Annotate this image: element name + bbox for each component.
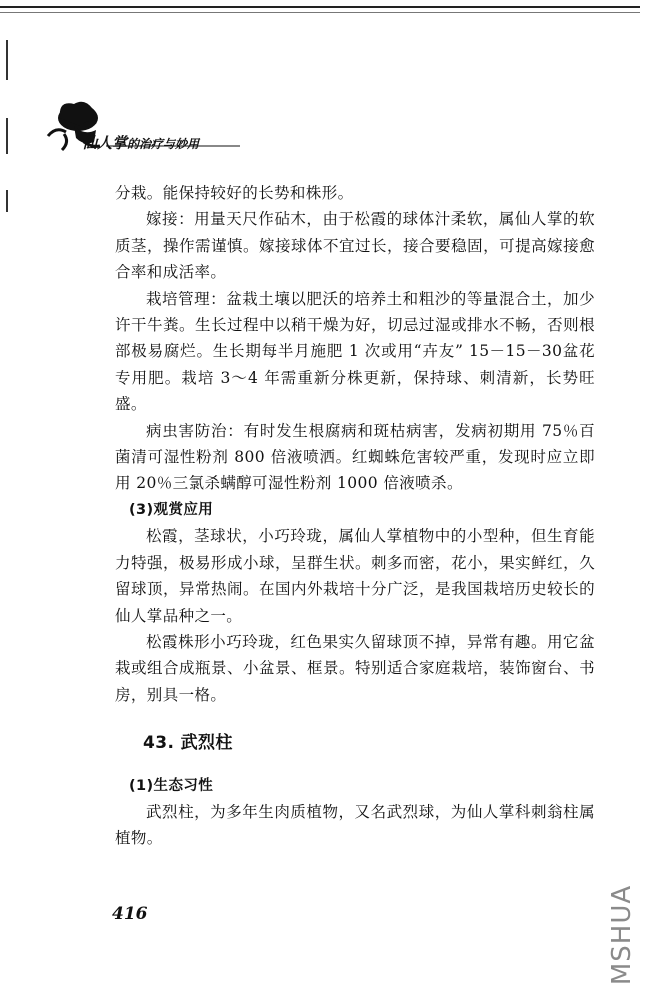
margin-mark — [6, 118, 8, 154]
top-rule — [0, 6, 640, 8]
paragraph: 嫁接：用量天尺作砧木，由于松霞的球体汁柔软，属仙人掌的软质茎，操作需谨慎。嫁接球体不宜过长，接合要稳固，可提高嫁接愈合率和成活率。 — [115, 210, 595, 282]
section-heading: 43. 武烈柱 — [143, 733, 233, 754]
paragraph: 分栽。能保持较好的长势和株形。 — [115, 184, 354, 202]
page-number: 416 — [112, 904, 148, 924]
paragraph: 栽培管理：盆栽土壤以肥沃的培养土和粗沙的等量混合土，加少许干牛粪。生长过程中以稍干燥为好，切忌过湿或排水不畅，否则根部极易腐烂。生长期每半月施肥 1 次或用“卉友” 15－15－30盆花专用肥。栽培 3～4 年需重新分株更新，保持球、刺清新，长势旺盛。 — [115, 289, 595, 414]
top-rule-thin — [0, 12, 640, 13]
paragraph: 松霞株形小巧玲珑，红色果实久留球顶不掉，异常有趣。用它盆栽或组合成瓶景、小盆景、框景。特别适合家庭栽培，装饰窗台、书房，别具一格。 — [115, 632, 595, 704]
watermark-text: MSHUA — [607, 884, 637, 986]
margin-mark — [6, 190, 8, 212]
body-text — [115, 180, 595, 852]
logo-figure-icon — [40, 96, 240, 166]
subsection-heading: (3)观赏应用 — [129, 501, 214, 518]
logo-text-sub: 的治疗与妙用 — [127, 137, 200, 151]
logo-text — [82, 132, 199, 153]
watermark — [592, 880, 651, 990]
paragraph: 松霞，茎球状，小巧玲珑，属仙人掌植物中的小型种，但生育能力特强，极易形成小球，呈群生状。刺多而密，花小，果实鲜红，久留球顶，异常热闹。在国内外栽培十分广泛，是我国栽培历史较长的仙人掌品种之一。 — [115, 527, 595, 625]
margin-mark — [6, 40, 8, 80]
logo-text-main: 仙人掌 — [82, 134, 128, 152]
paragraph: 武烈柱，为多年生肉质植物，又名武烈球，为仙人掌科刺翁柱属植物。 — [115, 802, 595, 848]
subsection-heading: (1)生态习性 — [129, 777, 214, 794]
paragraph: 病虫害防治：有时发生根腐病和斑枯病害，发病初期用 75％百菌清可湿性粉剂 800 倍液喷洒。红蜘蛛危害较严重，发现时应立即用 20％三氯杀螨醇可湿性粉剂 1000 倍液喷杀。 — [115, 421, 595, 493]
